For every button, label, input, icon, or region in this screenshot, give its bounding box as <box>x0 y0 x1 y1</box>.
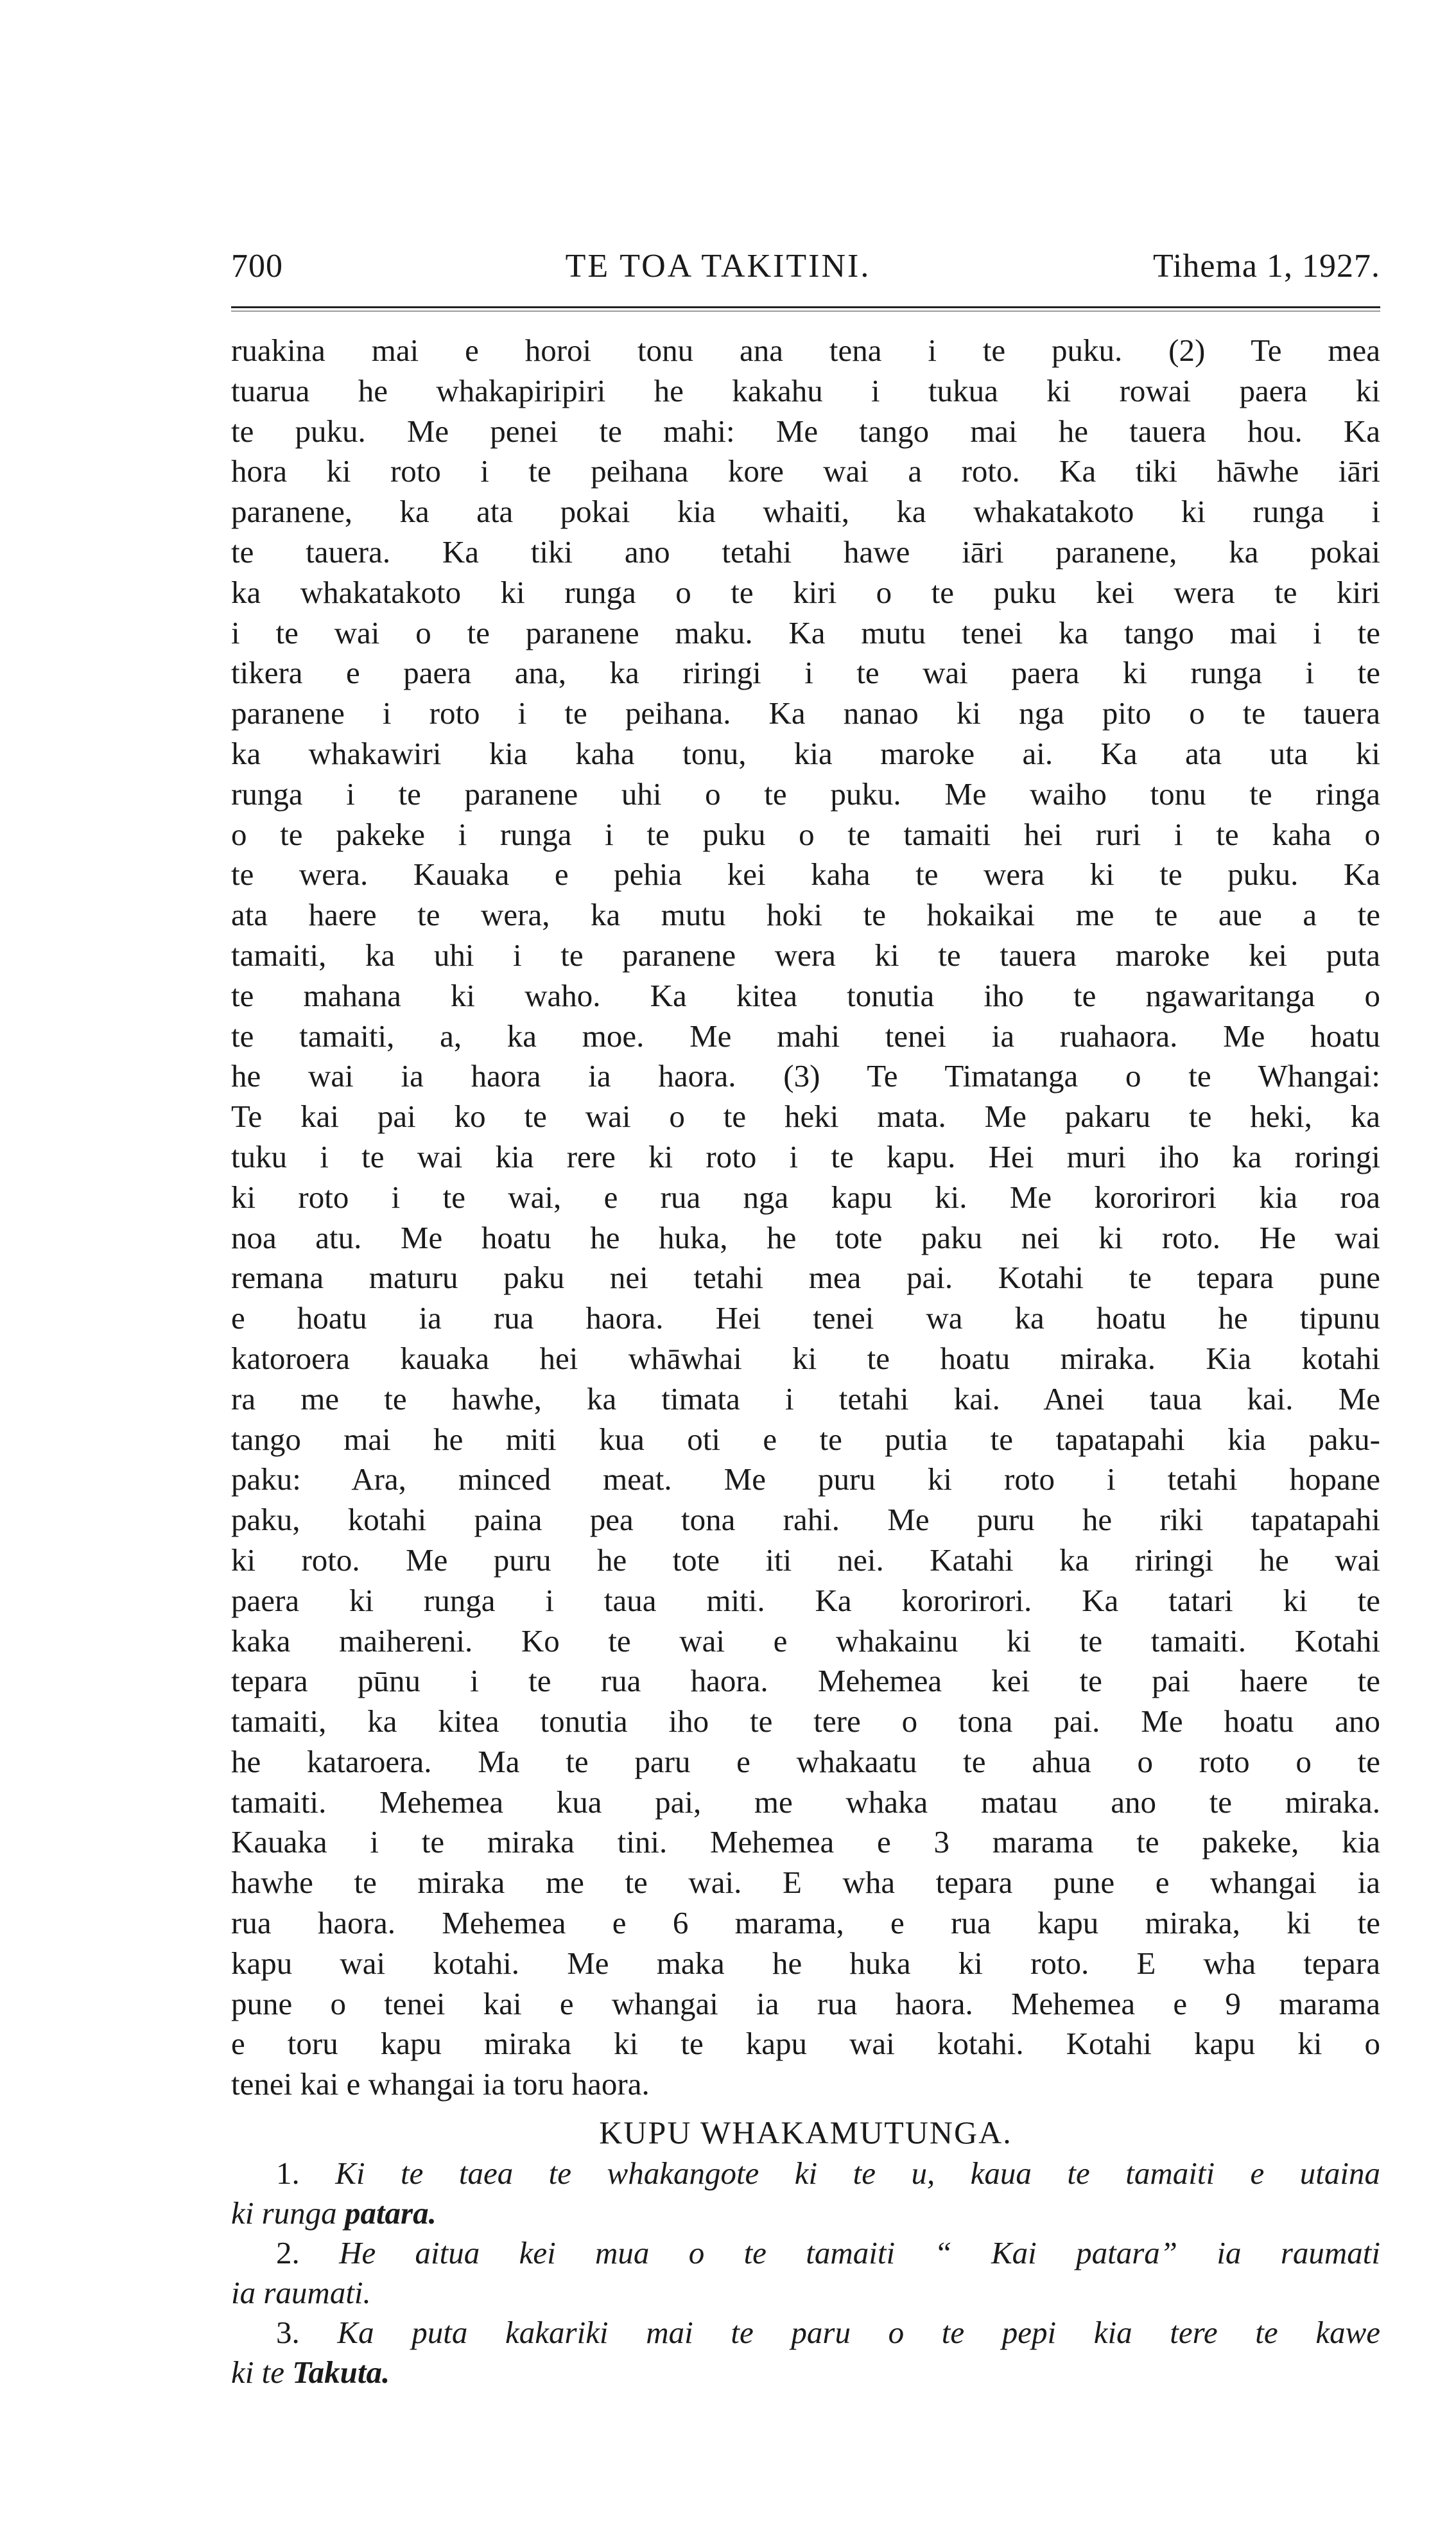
body-line: i te wai o te paranene maku. Ka mutu tenei ka tango mai i te <box>231 614 1380 650</box>
note-text: Ki te taea te whakangote ki te u, kaua te tamaiti e utaina <box>335 2156 1380 2191</box>
body-line: noa atu. Me hoatu he huka, he tote paku nei ki roto. He wai <box>231 1219 1380 1255</box>
article-body <box>231 331 1380 2105</box>
page-number: 700 <box>231 248 283 284</box>
note-item <box>231 2154 1380 2233</box>
body-line: tuku i te wai kia rere ki roto i te kapu. Hei muri iho ka roringi <box>231 1138 1380 1174</box>
body-line: paranene, ka ata pokai kia whaiti, ka whakatakoto ki runga i <box>231 494 1380 530</box>
note-number: 3. <box>276 2315 300 2351</box>
body-line: te tamaiti, a, ka moe. Me mahi tenei ia ruahaora. Me hoatu <box>231 1018 1380 1054</box>
body-line: te mahana ki waho. Ka kitea tonutia iho te ngawaritanga o <box>231 977 1380 1013</box>
body-line: kapu wai kotahi. Me maka he huka ki roto. E wha tepara <box>231 1945 1380 1981</box>
body-line: remana maturu paku nei tetahi mea pai. Kotahi te tepara pune <box>231 1260 1380 1296</box>
body-line: tamaiti, ka kitea tonutia iho te tere o tona pai. Me hoatu ano <box>231 1703 1380 1739</box>
body-line: he kataroera. Ma te paru e whakaatu te ahua o roto o te <box>231 1743 1380 1779</box>
body-line: tuarua he whakapiripiri he kakahu i tukua ki rowai paera ki <box>231 372 1380 408</box>
page-header <box>231 247 1380 293</box>
note-item <box>231 2313 1380 2392</box>
notes-list <box>231 2154 1380 2392</box>
body-line: Kauaka i te miraka tini. Mehemea e 3 marama te pakeke, kia <box>231 1824 1380 1860</box>
body-line: paera ki runga i taua miti. Ka kororirori. Ka tatari ki te <box>231 1582 1380 1618</box>
body-line: runga i te paranene uhi o te puku. Me waiho tonu te ringa <box>231 776 1380 812</box>
body-line: ki roto. Me puru he tote iti nei. Katahi ka riringi he wai <box>231 1542 1380 1578</box>
body-line: katoroera kauaka hei whāwhai ki te hoatu miraka. Kia kotahi <box>231 1340 1380 1376</box>
note-continuation: ki te <box>231 2355 293 2391</box>
body-line: hawhe te miraka me te wai. E wha tepara pune e whangai ia <box>231 1865 1380 1901</box>
note-text: He aitua kei mua o te tamaiti “ Kai patara” ia raumati <box>339 2235 1381 2271</box>
journal-title: TE TOA TAKITINI. <box>565 248 871 284</box>
note-emphasis: patara. <box>344 2195 437 2231</box>
body-line: tango mai he miti kua oti e te putia te tapatapahi kia paku- <box>231 1421 1380 1457</box>
body-line: te puku. Me penei te mahi: Me tango mai he tauera hou. Ka <box>231 413 1380 449</box>
body-line: e toru kapu miraka ki te kapu wai kotahi. Kotahi kapu ki o <box>231 2026 1380 2062</box>
body-line: pune o tenei kai e whangai ia rua haora. Mehemea e 9 marama <box>231 1985 1380 2021</box>
note-continuation: ki runga <box>231 2195 345 2231</box>
body-line: te wera. Kauaka e pehia kei kaha te wera ki te puku. Ka <box>231 857 1380 893</box>
note-item <box>231 2233 1380 2313</box>
note-text: Ka puta kakariki mai te paru o te pepi kia tere te kawe <box>337 2315 1380 2351</box>
body-line: tepara pūnu i te rua haora. Mehemea kei te pai haere te <box>231 1663 1380 1699</box>
body-line: ka whakawiri kia kaha tonu, kia maroke ai. Ka ata uta ki <box>231 735 1380 771</box>
body-line: kaka maihereni. Ko te wai e whakainu ki te tamaiti. Kotahi <box>231 1623 1380 1659</box>
body-line: Te kai pai ko te wai o te heki mata. Me pakaru te heki, ka <box>231 1099 1380 1135</box>
note-continuation: ia raumati. <box>231 2275 371 2311</box>
body-line: he wai ia haora ia haora. (3) Te Timatanga o te Whangai: <box>231 1058 1380 1094</box>
body-line: tamaiti. Mehemea kua pai, me whaka matau ano te miraka. <box>231 1784 1380 1820</box>
body-line: tikera e paera ana, ka riringi i te wai paera ki runga i te <box>231 655 1380 691</box>
body-line: tamaiti, ka uhi i te paranene wera ki te tauera maroke kei puta <box>231 937 1380 973</box>
body-line: e hoatu ia rua haora. Hei tenei wa ka hoatu he tipunu <box>231 1300 1380 1336</box>
issue-date: Tihema 1, 1927. <box>1153 248 1380 284</box>
body-line: ata haere te wera, ka mutu hoki te hokaikai me te aue a te <box>231 897 1380 933</box>
body-line: o te pakeke i runga i te puku o te tamaiti hei ruri i te kaha o <box>231 816 1380 852</box>
body-line: rua haora. Mehemea e 6 marama, e rua kapu miraka, ki te <box>231 1905 1380 1941</box>
body-line: hora ki roto i te peihana kore wai a roto. Ka tiki hāwhe iāri <box>231 453 1380 489</box>
section-heading: KUPU WHAKAMUTUNGA. <box>599 2114 1012 2151</box>
body-line: paku, kotahi paina pea tona rahi. Me puru he riki tapatapahi <box>231 1502 1380 1538</box>
body-line: ka whakatakoto ki runga o te kiri o te puku kei wera te kiri <box>231 574 1380 610</box>
body-line: ruakina mai e horoi tonu ana tena i te puku. (2) Te mea <box>231 333 1380 368</box>
page <box>231 247 1380 2392</box>
body-line: te tauera. Ka tiki ano tetahi hawe iāri paranene, ka pokai <box>231 534 1380 570</box>
body-line: paku: Ara, minced meat. Me puru ki roto i tetahi hopane <box>231 1461 1380 1497</box>
note-number: 1. <box>276 2156 300 2191</box>
body-line: ra me te hawhe, ka timata i tetahi kai. Anei taua kai. Me <box>231 1381 1380 1416</box>
body-line: tenei kai e whangai ia toru haora. <box>231 2066 650 2102</box>
note-number: 2. <box>276 2235 300 2271</box>
body-line: paranene i roto i te peihana. Ka nanao ki nga pito o te tauera <box>231 695 1380 731</box>
body-line: ki roto i te wai, e rua nga kapu ki. Me kororirori kia roa <box>231 1179 1380 1215</box>
header-rule <box>231 306 1380 311</box>
note-emphasis: Takuta. <box>292 2355 390 2391</box>
